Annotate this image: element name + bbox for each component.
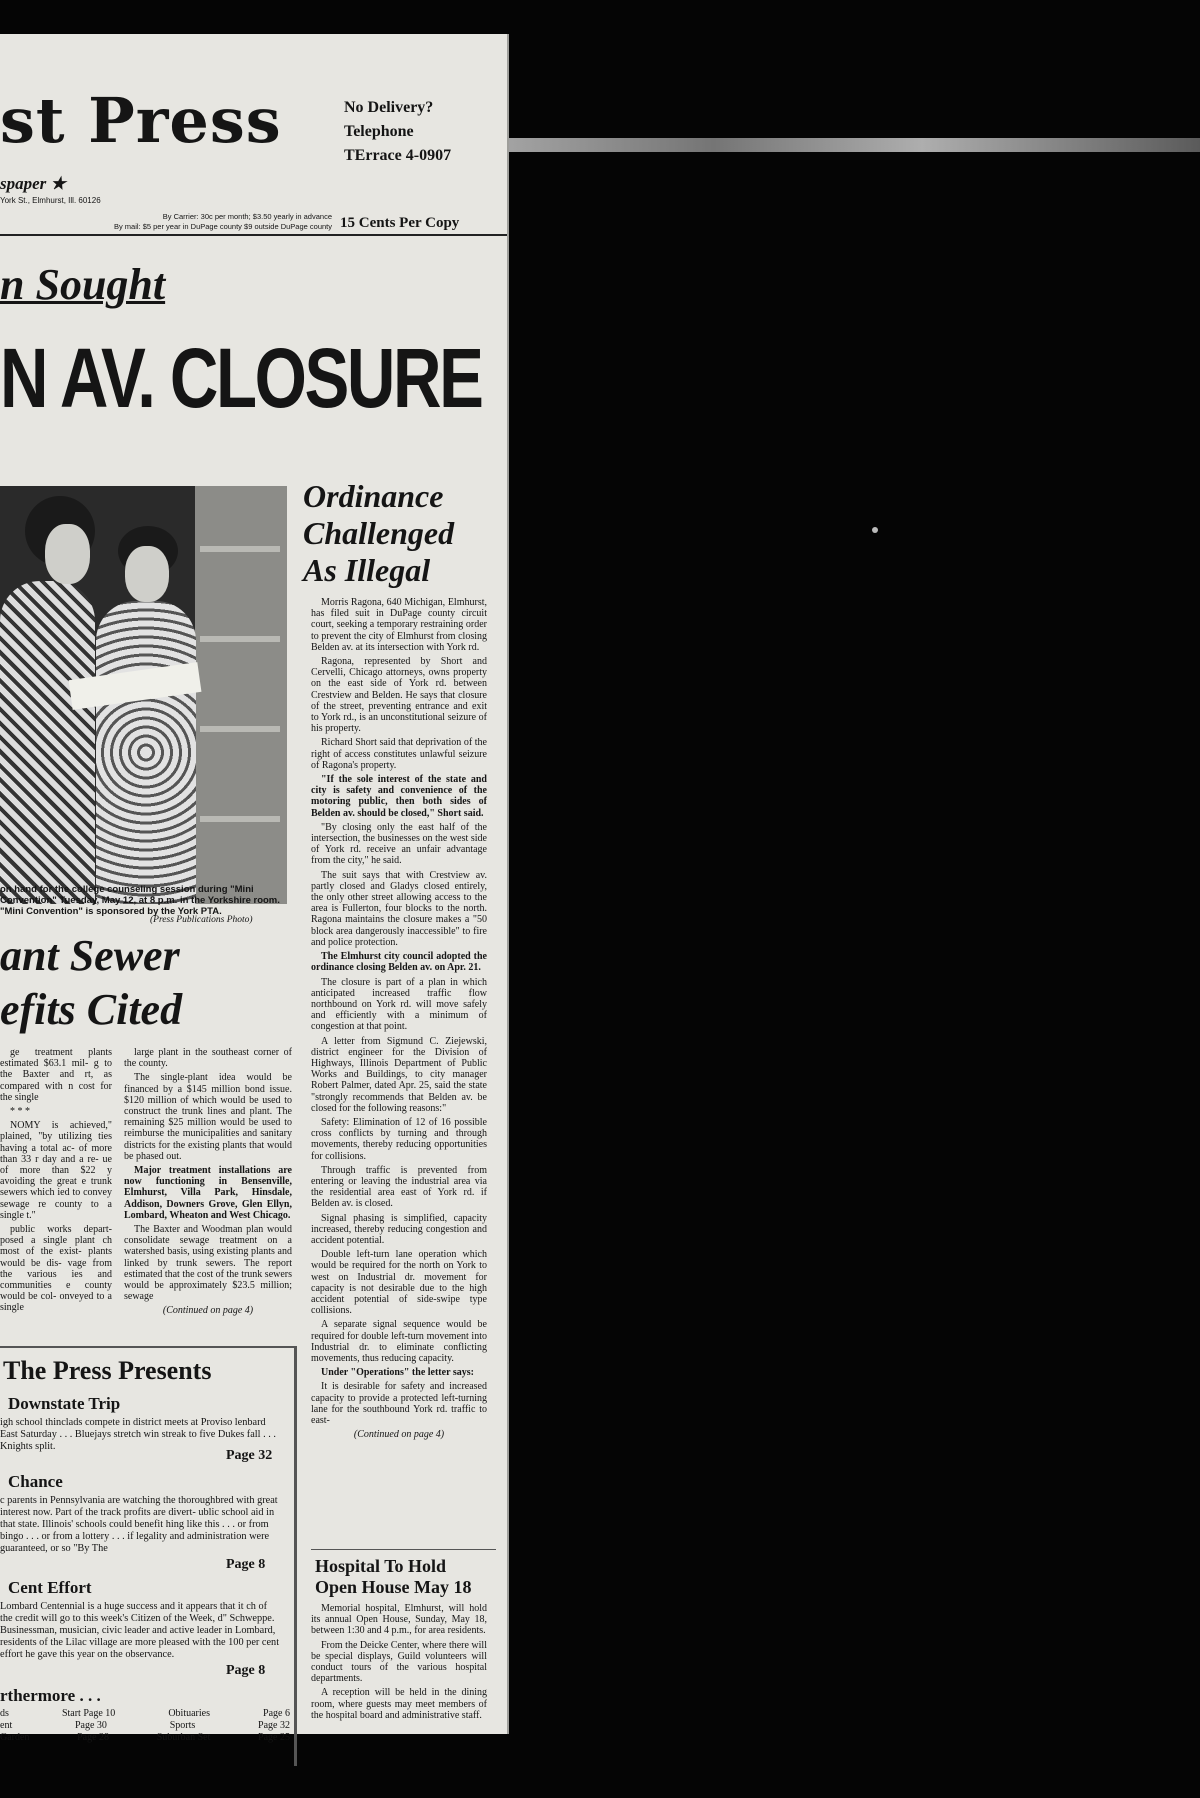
paragraph: The Elmhurst city council adopted the ordinance closing Belden av. on Apr. 21. <box>311 951 487 974</box>
paragraph: A letter from Sigmund C. Ziejewski, district engineer for the Division of Highways, Illinois Department of Public Works and Buildings, to city manager Robert Palmer, dated Apr. 25, said the state "strongly recommends that Belden av. be closed for the following reasons:" <box>311 1035 487 1114</box>
hospital-headline-line: Hospital To Hold <box>315 1556 447 1576</box>
teaser-page-ref: Page 8 <box>226 1557 266 1572</box>
paragraph: Ragona, represented by Short and Cervelli, Chicago attorneys, owns property on the east side of York rd. between Crestview and Belden. He says that closure of the street, preventing entrance and exit to York rd., is an unconstitutional seizure of his property. <box>311 656 487 735</box>
hospital-story-body <box>311 1603 487 1724</box>
furthermore-heading: rthermore . . . <box>0 1686 101 1705</box>
paragraph: The Baxter and Woodman plan would consolidate sewage treatment on a watershed basis, using existing plants and linked by trunk sewers. The report estimated that the cost of the trunk sewers would be approximately $23.5 million; sewage <box>124 1224 293 1303</box>
sewer-headline-line1: ant Sewer <box>0 931 180 980</box>
paragraph: Richard Short said that deprivation of the right of access constitutes unlawful seizure of Ragona's property. <box>311 737 487 771</box>
paragraph: The closure is part of a plan in which anticipated increased traffic flow northbound on York rd. will move safely and efficiently with a minimum of congestion at that point. <box>311 976 487 1033</box>
teaser-headline: Cent Effort <box>8 1578 92 1597</box>
teaser-body: igh school thinclads compete in district meets at Proviso lenbard East Saturday . . . Bluejays stretch win streak to five Dukes fall . . . Knights split. <box>0 1417 276 1452</box>
hospital-rule <box>311 1549 496 1550</box>
paragraph: "By closing only the east half of the intersection, the businesses on the west side of York rd. receive an unfair advantage from the city," he said. <box>311 821 487 867</box>
press-presents-title: The Press Presents <box>3 1356 212 1385</box>
scan-edge-streak <box>505 138 1200 152</box>
sewer-headline-line2: efits Cited <box>0 985 183 1034</box>
lead-kicker: n Sought <box>0 260 166 309</box>
copy-price: 15 Cents Per Copy <box>340 215 460 231</box>
telephone-label: Telephone <box>344 123 414 140</box>
rates-mail: By mail: $5 per year in DuPage county $9 outside DuPage county <box>113 222 332 231</box>
index-label: Sports <box>169 1720 196 1731</box>
rates-carrier: By Carrier: 30c per month; $3.50 yearly in advance <box>162 212 332 221</box>
index-label: Suburban Set <box>156 1732 211 1743</box>
paragraph: * * * <box>10 1106 30 1118</box>
masthead-address: York St., Elmhurst, Ill. 60126 <box>0 196 101 205</box>
index-label: Garden <box>0 1732 30 1743</box>
paragraph: Morris Ragona, 640 Michigan, Elmhurst, has filed suit in DuPage county circuit court, seeking a temporary restraining order to prevent the city of Elmhurst from closing Belden av. at its intersection with York rd. <box>311 597 487 653</box>
ordinance-story-body <box>311 597 487 1440</box>
index-label: ds <box>0 1708 9 1719</box>
paragraph: The suit says that with Crestview av. partly closed and Gladys closed entirely, the only other street allowing access to the area is Fullerton, four blocks to the north. Ragona maintains the closure makes a "50 block area dangerously inaccessible" to fire and police protection. <box>311 869 487 948</box>
paragraph: Memorial hospital, Elmhurst, will hold its annual Open House, Sunday, May 18, between 1:30 and 4 p.m., for area residents. <box>311 1603 487 1637</box>
index-page: Page 32 <box>258 1720 290 1731</box>
index-page: Page 6 <box>263 1708 290 1719</box>
hospital-headline-line: Open House May 18 <box>315 1577 472 1597</box>
delivery-ear <box>344 96 494 168</box>
teaser-page-ref: Page 32 <box>226 1448 273 1463</box>
paragraph: Signal phasing is simplified, capacity increased, thereby reducing congestion and accident potential. <box>311 1212 487 1246</box>
continued-note: (Continued on page 4) <box>162 1305 254 1317</box>
index-row <box>0 1732 290 1744</box>
paragraph: large plant in the southeast corner of the county. <box>124 1047 292 1070</box>
paragraph: Through traffic is prevented from entering or leaving the industrial area via the residential area east of York rd. if Belden av. is closed. <box>311 1164 487 1210</box>
index-page: Page 30 <box>74 1720 107 1731</box>
paragraph: public works depart- posed a single plant ch most of the exist- plants would be dis- vage from the various ies and communities e county would be col- onveyed to a single <box>0 1224 112 1314</box>
lead-headline: N AV. CLOSURE <box>0 331 482 425</box>
paragraph: It is desirable for safety and increased capacity to provide a protected left-turning lane for the southbound York rd. traffic to east- <box>311 1381 487 1427</box>
index-page: Start Page 10 <box>61 1708 116 1719</box>
paragraph: NOMY is achieved," plained, "by utilizing ties having a total ac- of more than 33 r day and a re- ue of more than $22 y avoiding the great e trunk sewers which ied to convey sewage re county to a single t." <box>0 1120 112 1221</box>
ordinance-headline-line: Challenged <box>303 515 455 551</box>
index-label: ent <box>0 1720 13 1731</box>
ordinance-headline-line: Ordinance <box>303 478 444 514</box>
paragraph: A separate signal sequence would be required for double left-turn movement into Industrial dr. to eliminate conflicting movements, thus reducing capacity. <box>311 1319 487 1364</box>
ordinance-headline-line: As Illegal <box>303 552 431 588</box>
sewer-story-column-2 <box>124 1047 292 1317</box>
paragraph: ge treatment plants estimated $63.1 mil- g to the Baxter and rt, as compared with n cost for the single <box>0 1047 112 1103</box>
lead-photo <box>0 486 287 904</box>
subscription-rates <box>60 212 332 232</box>
paragraph: "If the sole interest of the state and city is safety and convenience of the motoring public, then both sides of Belden av. should be closed," Short said. <box>311 774 487 819</box>
dust-speck <box>872 527 878 533</box>
page-index <box>0 1708 290 1744</box>
masthead-subtitle: spaper ★ <box>0 174 66 193</box>
sewer-story-column-1 <box>0 1047 112 1317</box>
paragraph: Safety: Elimination of 12 of 16 possible cross conflicts by turning and through movements, thereby reducing opportunities for collisions. <box>311 1116 487 1162</box>
teaser-body: c parents in Pennsylvania are watching the thoroughbred with great interest now. Part of the track profits are divert- ublic school aid in that state. Illinois' schools could benefit hing like this . . . or from bingo . . . or from a lottery . . . if legality and administration were guaranteed, or so "By The <box>0 1495 278 1554</box>
no-delivery-text: No Delivery? <box>344 99 434 116</box>
photo-credit: (Press Publications Photo) <box>150 915 253 925</box>
index-label: Obituaries <box>168 1708 210 1719</box>
hospital-headline <box>315 1556 505 1598</box>
masthead-rule <box>0 234 507 236</box>
paragraph: Major treatment installations are now functioning in Bensenville, Elmhurst, Villa Park, Hinsdale, Addison, Downers Grove, Glen Ellyn, Lombard, Wheaton and West Chicago. <box>124 1165 292 1221</box>
teaser-headline: Downstate Trip <box>8 1394 121 1413</box>
masthead-title: st Press <box>0 84 282 157</box>
index-row <box>0 1720 290 1732</box>
telephone-number: TErrace 4-0907 <box>344 147 452 164</box>
paragraph: Double left-turn lane operation which would be required for the north on York to west on Industrial dr. movement for capacity is not desirable due to the high accident potential of side-swipe type collisions. <box>311 1249 487 1317</box>
photo-caption: on hand for the college counseling session during "Mini Convention" Tuesday, May 12, at 8 p.m. in the Yorkshire room. "Mini Convention" is sponsored by the York PTA. <box>0 884 280 917</box>
continued-note: (Continued on page 4) <box>353 1429 445 1441</box>
teaser-page-ref: Page 8 <box>226 1663 266 1678</box>
paragraph: Under "Operations" the letter says: <box>321 1367 474 1379</box>
ordinance-headline <box>303 478 503 589</box>
paragraph: A reception will be held in the dining room, where guests may meet members of the hospital board and administrative staff. <box>311 1687 487 1721</box>
teaser-headline: Chance <box>8 1472 63 1491</box>
teaser-body: Lombard Centennial is a huge success and it appears that it ch of the credit will go to this week's Citizen of the Week, d" Schweppe. Businessman, musician, civic leader and active leader in Lombard, residents of the Lilac village are more pleased with the 100 per cent effort he gave this year on the observance. <box>0 1601 280 1660</box>
paragraph: From the Deicke Center, where there will be special displays, Guild volunteers will conduct tours of the various hospital departments. <box>311 1639 487 1685</box>
index-row <box>0 1708 290 1720</box>
index-page: Page 28 <box>77 1732 110 1743</box>
newspaper-page <box>0 34 509 1743</box>
index-page: Page 25 <box>258 1732 290 1743</box>
paragraph: The single-plant idea would be financed by a $145 million bond issue. $120 million of which would be used to construct the trunk lines and plant. The remaining $25 million would be used to reimburse the municipalities and sanitary districts for the existing plants that would be phased out. <box>124 1072 292 1162</box>
